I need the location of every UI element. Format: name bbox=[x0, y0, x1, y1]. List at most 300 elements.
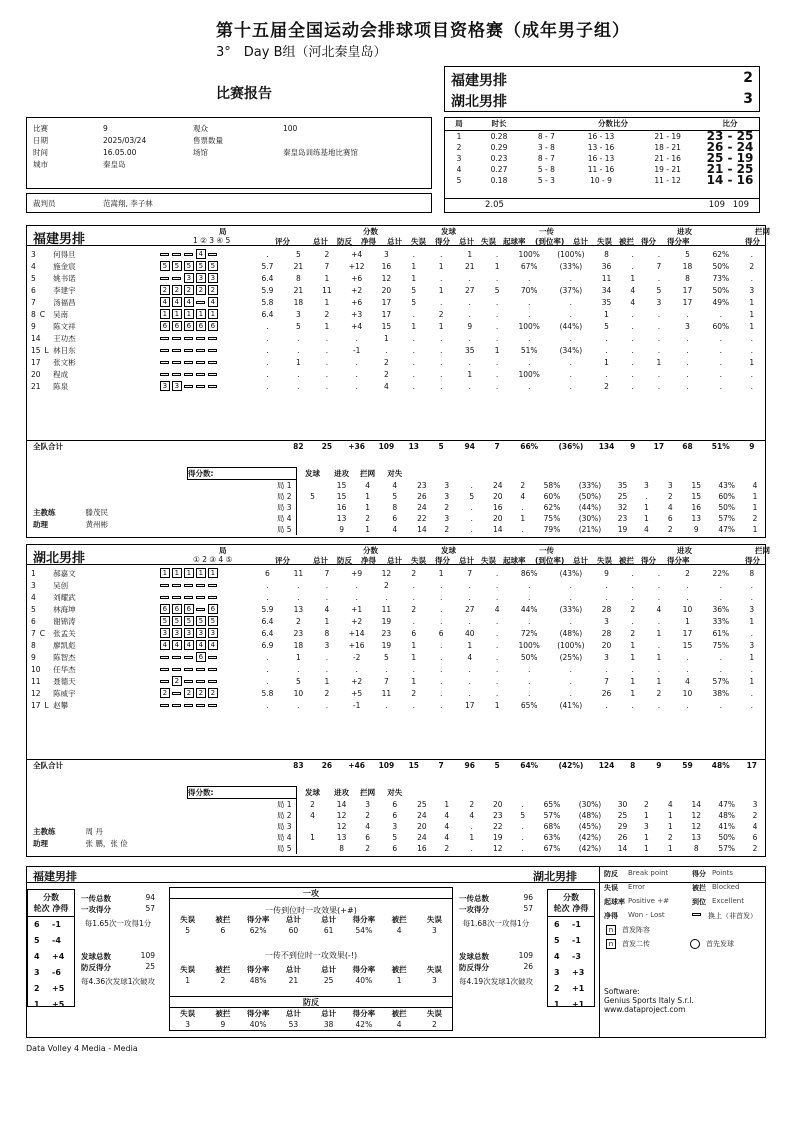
stat-tot: 10 bbox=[293, 688, 304, 698]
phase-col-header: 总计 bbox=[285, 1009, 301, 1018]
phase-comparison bbox=[169, 887, 453, 1031]
stat-rexc: . bbox=[569, 333, 573, 343]
stat-ap: 1 bbox=[685, 616, 690, 626]
breakdown-sp: 5 bbox=[469, 492, 475, 501]
coaches bbox=[33, 506, 118, 530]
lineup-start-position: 1 bbox=[160, 568, 170, 578]
set-t: 0.29 bbox=[490, 142, 508, 152]
sub-header-pts: 得分 bbox=[435, 237, 450, 246]
stat-aper: 60% bbox=[712, 321, 730, 331]
breakdown-b: 13 bbox=[336, 833, 347, 842]
stat-tot: 5 bbox=[295, 676, 301, 686]
rotation-net: -1 bbox=[572, 920, 581, 929]
stat-ae: . bbox=[631, 333, 634, 343]
stat-ae: . bbox=[631, 321, 634, 331]
stat-re: . bbox=[495, 616, 499, 626]
stat-rexc: . bbox=[569, 688, 573, 698]
rotation-row bbox=[28, 997, 74, 1013]
player-name: 陈泉 bbox=[53, 381, 69, 391]
breakdown-ap: 12 bbox=[691, 811, 702, 820]
assistant-coach-label: 助理 bbox=[33, 519, 48, 529]
stat-rpos: 51% bbox=[520, 345, 538, 355]
breakdown-se: 2 bbox=[444, 525, 450, 534]
player-lineup bbox=[158, 272, 251, 284]
stat-re: . bbox=[495, 568, 499, 578]
breakdown-row bbox=[188, 843, 768, 854]
lineup-sub-marker bbox=[160, 253, 169, 256]
lineup-start-position: 3 bbox=[172, 628, 182, 638]
stat-tot: 8 bbox=[295, 273, 301, 283]
stat-wl: +6 bbox=[351, 297, 363, 307]
breakpoint-points-label: 防反得分 bbox=[81, 963, 111, 972]
player-name: 吴南 bbox=[53, 309, 69, 319]
breakdown-c: 4 bbox=[365, 480, 370, 490]
lineup-sub-marker bbox=[172, 373, 181, 376]
breakdown-at: 35 bbox=[617, 480, 628, 490]
breakdown-aper: 47% bbox=[718, 799, 735, 809]
breakdown-d: 4 bbox=[392, 525, 398, 534]
stat-rexc: (37%) bbox=[559, 285, 583, 295]
breakdown-ap: 13 bbox=[691, 514, 702, 523]
stat-bp: 11 bbox=[322, 285, 332, 295]
lineup-start-position: 3 bbox=[160, 628, 170, 638]
stat-ap: . bbox=[686, 381, 689, 391]
breakdown-set: 局 4 bbox=[188, 513, 297, 524]
rotation-net: -1 bbox=[572, 936, 581, 945]
breakdown-col-c4: 对失 bbox=[387, 788, 403, 797]
stat-se: 1 bbox=[411, 652, 417, 662]
breakdown-bk: 4 bbox=[752, 822, 758, 831]
away-team-name: 湖北男排 bbox=[451, 94, 507, 110]
rotation-net: +1 bbox=[572, 1000, 585, 1009]
rotation-number: 2 bbox=[34, 984, 40, 993]
stat-rpos: 67% bbox=[520, 261, 538, 271]
breakdown-rpos: 57% bbox=[543, 811, 561, 820]
stat-ap: 17 bbox=[682, 628, 693, 638]
total-bp: 26 bbox=[313, 759, 342, 771]
player-number-cell bbox=[27, 320, 53, 332]
lineup-start-position: 5 bbox=[208, 616, 218, 626]
legend-term: 净得 bbox=[604, 912, 618, 920]
breakdown-a bbox=[296, 513, 329, 524]
stat-se: . bbox=[412, 249, 415, 259]
player-number-cell bbox=[27, 284, 53, 296]
team-header bbox=[27, 545, 770, 566]
breakpoint-note: 每4.19次发球1次破攻 bbox=[459, 977, 533, 986]
empty-row bbox=[27, 723, 765, 735]
stat-re: . bbox=[495, 652, 499, 662]
breakdown-bk: 2 bbox=[752, 811, 758, 820]
away-rotation-box bbox=[547, 889, 595, 1007]
breakdown-aper: 50% bbox=[718, 503, 735, 512]
stat-wl: . bbox=[355, 592, 358, 602]
breakdown-row bbox=[188, 513, 768, 524]
stat-sp: . bbox=[439, 640, 443, 650]
stat-vote: 6.4 bbox=[261, 273, 274, 283]
breakdown-ap: 8 bbox=[693, 844, 699, 853]
breakdown-ap: 13 bbox=[691, 833, 702, 842]
sideout-positive-title: 一传到位时一攻效果(+#) bbox=[265, 906, 357, 915]
breakdown-at: 14 bbox=[617, 844, 628, 853]
stat-wl: . bbox=[355, 333, 358, 343]
stat-se: . bbox=[412, 664, 415, 674]
phase-value: 62% bbox=[249, 926, 267, 935]
stat-ae: . bbox=[631, 616, 634, 626]
lineup-start-position: 4 bbox=[184, 640, 194, 650]
breakdown-b: 9 bbox=[339, 525, 344, 534]
phase-col-header: 得分率 bbox=[352, 1009, 376, 1018]
city-value: 秦皇岛 bbox=[103, 159, 126, 169]
stat-at: 28 bbox=[601, 628, 612, 638]
stat-ab: 4 bbox=[656, 604, 662, 614]
stat-st: 23 bbox=[381, 628, 392, 638]
player-role: C bbox=[39, 309, 46, 319]
player-name: 廖凯彪 bbox=[53, 640, 76, 650]
breakdown-rexc: (30%) bbox=[578, 514, 602, 523]
stat-vote: . bbox=[266, 381, 269, 391]
breakdown-re: . bbox=[521, 833, 524, 842]
stat-se: . bbox=[412, 381, 415, 391]
stat-tot: 23 bbox=[293, 628, 304, 638]
lineup-start-position: 3 bbox=[160, 381, 170, 391]
stat-wl: +9 bbox=[351, 568, 363, 578]
stat-re: . bbox=[495, 592, 499, 602]
rotation-net: -1 bbox=[52, 920, 61, 929]
player-number: 6 bbox=[31, 285, 36, 295]
breakpoint-row bbox=[170, 1008, 452, 1030]
player-number-cell bbox=[27, 591, 53, 603]
sideout-points: 57 bbox=[523, 904, 533, 913]
breakdown-st: 20 bbox=[417, 822, 427, 831]
stat-se: 1 bbox=[411, 640, 417, 650]
stat-b: . bbox=[750, 592, 753, 602]
player-lineup bbox=[158, 296, 251, 308]
total-b: 17 bbox=[739, 759, 765, 771]
total-b: 9 bbox=[739, 440, 765, 452]
lineup-sub-marker bbox=[172, 253, 181, 256]
sub-header-exc: (到位率) bbox=[535, 237, 565, 246]
stat-aper: 62% bbox=[712, 249, 730, 259]
breakdown-ap: 12 bbox=[691, 822, 702, 831]
stat-at: 5 bbox=[604, 321, 609, 331]
stat-se: 2 bbox=[411, 604, 417, 614]
stat-at: 20 bbox=[601, 640, 612, 650]
breakdown-rpos: 60% bbox=[543, 492, 561, 501]
venue-value: 秦皇岛训练基地比赛馆 bbox=[283, 147, 358, 157]
sub-header-wl: 净得 bbox=[361, 556, 376, 565]
stat-at: 26 bbox=[601, 688, 612, 698]
breakdown-ae: 4 bbox=[643, 525, 649, 534]
stat-at: . bbox=[605, 345, 608, 355]
stat-bp: . bbox=[325, 369, 329, 379]
set-t: 0.27 bbox=[490, 164, 508, 174]
breakdown-aper: 43% bbox=[718, 480, 735, 490]
breakdown-row bbox=[188, 491, 768, 502]
lineup-start-position: 6 bbox=[208, 321, 218, 331]
stat-at: . bbox=[605, 592, 608, 602]
final-score-box bbox=[444, 66, 760, 112]
lineup-sub-marker bbox=[172, 277, 181, 280]
breakdown-ab: 3 bbox=[667, 480, 673, 490]
stat-ab: . bbox=[657, 273, 661, 283]
stat-sp: . bbox=[439, 664, 443, 674]
breakdown-sp: . bbox=[470, 514, 473, 523]
phase-col-header: 失误 bbox=[180, 915, 196, 924]
stat-tot: 18 bbox=[293, 297, 304, 307]
breakdown-c: 2 bbox=[365, 811, 370, 820]
sub-header-pts: 得分 bbox=[641, 237, 656, 246]
stat-b: . bbox=[750, 333, 753, 343]
lineup-sub-marker bbox=[160, 656, 169, 659]
breakdown-rexc: (44%) bbox=[578, 503, 602, 512]
stat-vote: . bbox=[266, 592, 269, 602]
phase-col-header: 失误 bbox=[426, 1009, 442, 1018]
total-rexc: (42%) bbox=[548, 759, 593, 771]
sub-header-tot: 总计 bbox=[573, 556, 588, 565]
stat-aper: 50% bbox=[712, 285, 730, 295]
breakdown-aper: 50% bbox=[718, 833, 735, 842]
stat-sp: . bbox=[439, 333, 443, 343]
lineup-sub-marker bbox=[172, 596, 181, 599]
stat-bp: 7 bbox=[324, 261, 330, 271]
stat-aper: . bbox=[719, 333, 722, 343]
team-total-row bbox=[27, 440, 765, 452]
stat-b: 3 bbox=[749, 604, 755, 614]
stat-ab: . bbox=[657, 640, 661, 650]
rotation-number: 6 bbox=[34, 920, 40, 929]
stat-se: . bbox=[412, 700, 415, 710]
sub-header-bp: 防反 bbox=[337, 556, 352, 565]
player-row bbox=[27, 380, 765, 392]
breakdown-st: 24 bbox=[417, 811, 427, 820]
rotation-row bbox=[28, 917, 74, 933]
breakdown-rexc: (21%) bbox=[578, 525, 602, 534]
phase-value: 40% bbox=[249, 1020, 267, 1029]
player-name: 姚书诺 bbox=[53, 273, 76, 283]
phase-value: 9 bbox=[220, 1020, 226, 1029]
col-points-header: 分数 bbox=[363, 546, 378, 555]
stat-se: 1 bbox=[411, 321, 417, 331]
phase-value: 60 bbox=[288, 926, 299, 935]
lineup-start-position: 4 bbox=[196, 640, 206, 650]
player-row bbox=[27, 567, 765, 579]
legend-term: 被拦 bbox=[692, 884, 706, 892]
stat-st: 3 bbox=[384, 249, 389, 259]
stat-ab: 7 bbox=[656, 261, 662, 271]
stat-re: . bbox=[495, 381, 499, 391]
breakdown-rt: 22 bbox=[492, 822, 503, 831]
rotation-row bbox=[548, 917, 594, 933]
stat-at: . bbox=[605, 700, 608, 710]
stat-bp: . bbox=[325, 652, 329, 662]
legend-term-en: Blocked bbox=[712, 883, 740, 891]
stat-at: 1 bbox=[604, 357, 609, 367]
lineup-start-position: 2 bbox=[172, 676, 182, 686]
stat-wl: -2 bbox=[352, 652, 361, 662]
lineup-sub-marker bbox=[184, 704, 193, 707]
stat-ae: . bbox=[631, 592, 634, 602]
stat-sp: . bbox=[439, 592, 443, 602]
stat-bp: 1 bbox=[324, 676, 330, 686]
breakdown-se: 4 bbox=[444, 811, 450, 820]
breakdown-rpos: 63% bbox=[543, 833, 561, 842]
sideout-points-label: 一攻得分 bbox=[459, 905, 489, 914]
stat-ap: 17 bbox=[682, 297, 693, 307]
lineup-start-position: 1 bbox=[208, 309, 218, 319]
lineup-sub-marker bbox=[184, 361, 193, 364]
stat-ab: . bbox=[657, 369, 661, 379]
player-row bbox=[27, 603, 765, 615]
total-aper: 51% bbox=[703, 440, 739, 452]
sets-col-partials: 分数比分 bbox=[598, 119, 628, 129]
stat-vote: . bbox=[266, 676, 269, 686]
stat-re: 5 bbox=[494, 285, 500, 295]
breakdown-ae: . bbox=[645, 492, 648, 501]
stat-ab: . bbox=[657, 580, 661, 590]
stat-ab: . bbox=[657, 664, 661, 674]
lineup-start-position: 6 bbox=[160, 321, 170, 331]
set-p1: 5 - 3 bbox=[537, 175, 555, 185]
stat-rt: 21 bbox=[464, 261, 475, 271]
rotation-number: 2 bbox=[554, 984, 560, 993]
breakdown-aper: 57% bbox=[718, 514, 735, 523]
rotation-row bbox=[28, 981, 74, 997]
stat-aper: 38% bbox=[712, 688, 730, 698]
stat-at: 8 bbox=[604, 249, 609, 259]
total-rpos: 64% bbox=[510, 759, 548, 771]
breakdown-rexc: (42%) bbox=[578, 844, 602, 853]
breakdown-a: 2 bbox=[310, 799, 315, 809]
stat-b: 2 bbox=[749, 261, 755, 271]
rotation-row bbox=[28, 933, 74, 949]
col-reception-header: 一传 bbox=[539, 546, 554, 555]
lineup-start-position: 6 bbox=[172, 604, 182, 614]
date-value: 2025/03/24 bbox=[103, 135, 147, 145]
stat-rt: . bbox=[468, 273, 471, 283]
breakdown-rt: 20 bbox=[492, 492, 503, 501]
empty-row bbox=[27, 711, 765, 723]
breakdown-d: 6 bbox=[392, 799, 398, 809]
sideout-points: 57 bbox=[145, 904, 155, 913]
lineup-start-position: 5 bbox=[160, 261, 170, 271]
breakdown-rpos: 65% bbox=[543, 799, 561, 809]
head-coach-label: 主教练 bbox=[33, 826, 56, 836]
lineup-sub-marker bbox=[184, 668, 193, 671]
stat-tot: 3 bbox=[295, 309, 301, 319]
sideout-points-label: 一攻得分 bbox=[81, 905, 111, 914]
stat-aper: . bbox=[719, 592, 722, 602]
legend-term-en: Positive +# bbox=[628, 897, 669, 905]
player-number-cell bbox=[27, 308, 53, 320]
stat-sp: . bbox=[439, 273, 443, 283]
breakdown-ae: 3 bbox=[643, 822, 649, 831]
breakdown-rpos: 68% bbox=[543, 822, 561, 831]
player-number-cell bbox=[27, 260, 53, 272]
col-set-header: 局 bbox=[219, 546, 227, 555]
lineup-sub-marker bbox=[208, 680, 217, 683]
stat-rt: 27 bbox=[464, 604, 475, 614]
sets-total-home: 109 bbox=[708, 200, 725, 210]
total-sp: 5 bbox=[427, 440, 456, 452]
lineup-sub-marker bbox=[172, 668, 181, 671]
breakdown-bk: 6 bbox=[752, 833, 758, 842]
stat-ae: . bbox=[631, 345, 634, 355]
stat-sp: . bbox=[439, 381, 443, 391]
stat-rexc: (25%) bbox=[559, 652, 583, 662]
stat-b: . bbox=[750, 249, 753, 259]
rotation-row bbox=[548, 933, 594, 949]
player-number-cell bbox=[27, 639, 53, 651]
sideout-title: 一攻 bbox=[170, 888, 452, 899]
stat-re: 1 bbox=[494, 261, 500, 271]
stat-rexc: . bbox=[569, 273, 573, 283]
stat-st: 1 bbox=[384, 333, 389, 343]
lineup-start-position: 1 bbox=[184, 568, 194, 578]
stat-rt: . bbox=[468, 676, 471, 686]
player-number-cell bbox=[27, 356, 53, 368]
sub-header-tot: 总计 bbox=[459, 556, 474, 565]
breakdown-at: 25 bbox=[617, 492, 628, 501]
stat-wl: . bbox=[355, 580, 358, 590]
legend-starting-lineup: 首发阵容 bbox=[622, 926, 650, 934]
breakdown-ab: 2 bbox=[667, 525, 673, 534]
lineup-start-position: 3 bbox=[184, 628, 194, 638]
breakdown-st: 23 bbox=[417, 480, 427, 490]
legend-term-en: Break point bbox=[628, 869, 669, 877]
player-lineup bbox=[158, 248, 251, 260]
lineup-start-position: 2 bbox=[172, 285, 182, 295]
stat-st: 5 bbox=[384, 652, 389, 662]
stat-rpos: . bbox=[528, 580, 531, 590]
breakpoint-points: 26 bbox=[523, 962, 533, 971]
col-points-header: 分数 bbox=[363, 227, 378, 236]
home-score-row bbox=[451, 70, 753, 90]
set-participation-header: ① 2 ③ 4 ⑤ bbox=[193, 555, 233, 564]
stat-ab: . bbox=[657, 381, 661, 391]
breakdown-aper: 41% bbox=[718, 822, 735, 831]
breakdown-st: 16 bbox=[417, 844, 427, 853]
player-row bbox=[27, 591, 765, 603]
breakdown-sp: 1 bbox=[469, 833, 475, 842]
stat-sp: . bbox=[439, 357, 443, 367]
stat-rpos: . bbox=[528, 273, 531, 283]
stat-bp: 1 bbox=[324, 273, 330, 283]
player-name: 张孟关 bbox=[53, 628, 76, 638]
lineup-sub-marker bbox=[208, 704, 217, 707]
match-info bbox=[26, 117, 432, 189]
starting-lineup-icon: n bbox=[606, 925, 616, 935]
total-at: 134 bbox=[593, 440, 619, 452]
breakpoint-points-label: 防反得分 bbox=[459, 963, 489, 972]
sub-header-err: 失误 bbox=[481, 237, 496, 246]
total-re: 7 bbox=[484, 440, 510, 452]
lineup-sub-marker bbox=[196, 596, 205, 599]
total-label: 全队合计 bbox=[33, 760, 63, 770]
stat-wl: . bbox=[355, 664, 358, 674]
player-number-cell bbox=[27, 344, 53, 356]
player-role: L bbox=[44, 700, 49, 710]
lineup-start-position: 5 bbox=[172, 261, 182, 271]
stat-ab: . bbox=[657, 321, 661, 331]
phase-col-header: 被拦 bbox=[391, 915, 407, 924]
player-name: 郝嘉文 bbox=[53, 568, 76, 578]
player-name: 程成 bbox=[53, 369, 69, 379]
player-lineup bbox=[158, 368, 251, 380]
away-sets-won: 3 bbox=[743, 91, 753, 107]
empty-row bbox=[27, 392, 765, 404]
breakdown-sp: . bbox=[470, 822, 473, 831]
breakdown-set: 局 1 bbox=[188, 480, 297, 492]
